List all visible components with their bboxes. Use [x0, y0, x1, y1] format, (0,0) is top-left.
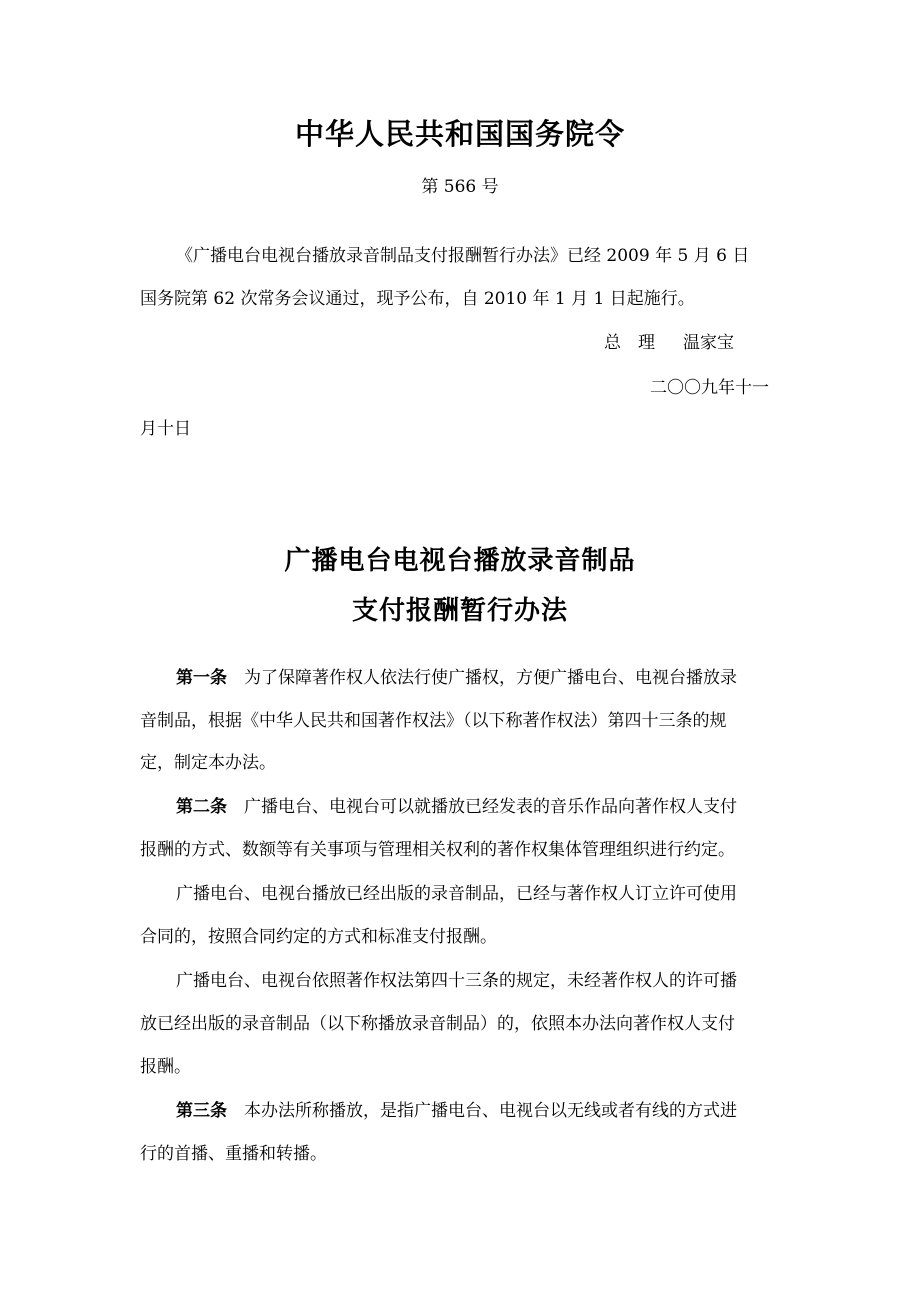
article-1-line-1 [176, 663, 737, 688]
article-1-line-2: 音制品，根据《中华人民共和国著作权法》（以下称著作权法）第四十三条的规 [140, 711, 727, 731]
article-3-label: 第三条 [176, 1101, 227, 1121]
article-1-line-3: 定，制定本办法。 [140, 753, 276, 773]
decree-title: 中华人民共和国国务院令 [294, 117, 625, 151]
date-line-1: 二〇〇九年十一 [650, 378, 769, 398]
signature-title: 总 理 [604, 333, 655, 353]
article-3-text: 本办法所称播放，是指广播电台、电视台以无线或者有线的方式进 [244, 1101, 737, 1121]
signature-name: 温家宝 [683, 333, 734, 353]
decree-body-line-2: 国务院第 62 次常务会议通过，现予公布，自 2010 年 1 月 1 日起施行。 [140, 289, 695, 309]
regulation-title-line-1: 广播电台电视台播放录音制品 [284, 546, 636, 576]
article-1-text: 为了保障著作权人依法行使广播权，方便广播电台、电视台播放录 [244, 668, 737, 688]
decree-body-line-1: 《广播电台电视台播放录音制品支付报酬暂行办法》已经 2009 年 5 月 6 日 [176, 246, 750, 266]
article-2-para-2-line-1: 广播电台、电视台播放已经出版的录音制品，已经与著作权人订立许可使用 [176, 884, 737, 904]
regulation-title-line-2: 支付报酬暂行办法 [351, 596, 568, 626]
article-1-label: 第一条 [176, 668, 227, 688]
article-2-para-3-line-2: 放已经出版的录音制品（以下称播放录音制品）的，依照本办法向著作权人支付 [140, 1014, 735, 1034]
decree-number: 第 566 号 [421, 177, 499, 197]
article-2-line-1 [176, 792, 737, 817]
article-3-line-2: 行的首播、重播和转播。 [140, 1144, 327, 1164]
article-2-text: 广播电台、电视台可以就播放已经发表的音乐作品向著作权人支付 [244, 797, 737, 817]
date-line-2: 月十日 [140, 419, 191, 439]
article-2-para-3-line-3: 报酬。 [140, 1057, 191, 1077]
article-2-para-3-line-1: 广播电台、电视台依照著作权法第四十三条的规定，未经著作权人的许可播 [176, 971, 737, 991]
article-2-para-2-line-2: 合同的，按照合同约定的方式和标准支付报酬。 [140, 927, 497, 947]
signature [604, 328, 734, 353]
article-3-line-1 [176, 1096, 737, 1121]
article-2-label: 第二条 [176, 797, 227, 817]
article-2-line-2: 报酬的方式、数额等有关事项与管理相关权利的著作权集体管理组织进行约定。 [140, 840, 735, 860]
